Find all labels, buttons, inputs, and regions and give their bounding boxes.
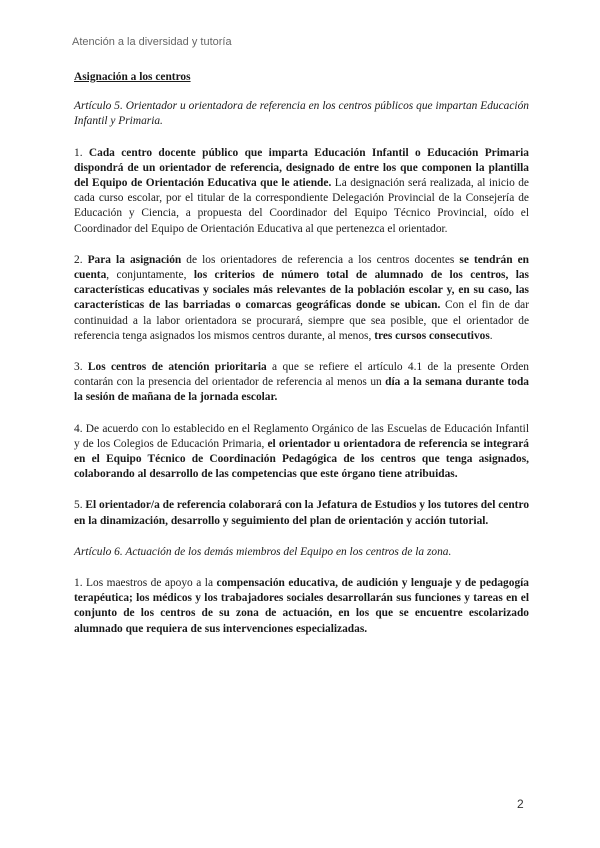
body-text: de los orientadores de referencia a los centros docentes — [181, 253, 460, 266]
bold-text: tres cursos consecutivos — [374, 329, 490, 342]
article-5-paragraph-1 — [74, 146, 529, 237]
paragraph-number: 2. — [74, 253, 88, 266]
body-text: , conjuntamente, — [106, 269, 194, 282]
page-number: 2 — [517, 797, 524, 811]
paragraph-number: 1. — [74, 146, 89, 159]
bold-text: día a la semana durante toda la sesión de mañana de la jornada escolar. — [74, 376, 529, 404]
paragraph-number: 1. — [74, 577, 87, 590]
body-text: a que se refiere el artículo 4.1 de la presente Orden contarán con la presencia del orientador de referencia al menos un — [74, 361, 529, 389]
bold-text: el orientador u orientadora de referencia se integrará en el Equipo Técnico de Coordinación Pedagógica de los centros que tenga asignados, colaborando al desarrollo de las competencias que este órgano tiene atribuidas. — [74, 437, 529, 481]
bold-text: Para la asignación — [87, 253, 182, 266]
body-text: . — [489, 329, 493, 342]
article-5-paragraph-2 — [74, 253, 529, 344]
article-5-paragraph-5 — [74, 498, 529, 528]
document-header: Atención a la diversidad y tutoría — [72, 36, 232, 48]
bold-text: los criterios de número total de alumnado de los centros, las características educativas y sociales más relevantes de la población escolar y, en su caso, las características de las barriadas o comarcas geográficas donde se ubican. — [74, 269, 529, 312]
paragraph-number: 5. — [74, 499, 86, 512]
body-text: La designación será realizada, al inicio de cada curso escolar, por el titular de la correspondiente Delegación Provincial de la Consejería de Educación y Ciencia, a propuesta del Coordinador del Equipo Técnico Provincial, oído el Coordinador del Equipo de Orientación Educativa al que pertenezca el orientador. — [74, 177, 529, 235]
article-6-paragraph-1 — [74, 576, 529, 637]
section-heading: Asignación a los centros — [74, 71, 191, 83]
article-5-paragraph-4 — [74, 422, 529, 483]
body-text: Los maestros de apoyo a la — [86, 577, 217, 590]
bold-text: El orientador/a de referencia colaborará con la Jefatura de Estudios y los tutores del centro en la dinamización, desarrollo y seguimiento del plan de orientación y acción tutorial. — [74, 499, 530, 527]
bold-text: Los centros de atención prioritaria — [87, 361, 267, 374]
bold-text: compensación educativa, de audición y lenguaje y de pedagogía terapéutica; los médicos y los trabajadores sociales desarrollarán sus funciones y tareas en el conjunto de los centros de su zona de actuación, en los que se encuentre escolarizado alumnado que requiera de sus intervenciones especializadas. — [74, 577, 530, 635]
paragraph-number: 3. — [74, 361, 88, 374]
paragraph-number: 4. — [74, 422, 86, 435]
article-6-title: Artículo 6. Actuación de los demás miembros del Equipo en los centros de la zona. — [74, 545, 452, 558]
article-5-title: Artículo 5. Orientador u orientadora de referencia en los centros públicos que impartan Educación Infantil y Primaria. — [74, 100, 529, 128]
document-body — [74, 70, 529, 653]
bold-text: se tendrán en cuenta — [74, 253, 530, 282]
bold-text: Cada centro docente público que imparta Educación Infantil o Educación Primaria dispondrá de un orientador de referencia, designado de entre los que componen la plantilla del Equipo de Orientación Educativa que le atiende. — [74, 146, 529, 190]
article-5-paragraph-3 — [74, 360, 529, 406]
body-text: Con el fin de dar continuidad a la labor orientadora se procurará, siempre que sea posible, que el orientador de referencia tenga asignados los mismos centros durante, al menos, — [74, 299, 529, 342]
body-text: De acuerdo con lo establecido en el Reglamento Orgánico de las Escuelas de Educación Infantil y de los Colegios de Educación Primaria, — [74, 422, 529, 450]
